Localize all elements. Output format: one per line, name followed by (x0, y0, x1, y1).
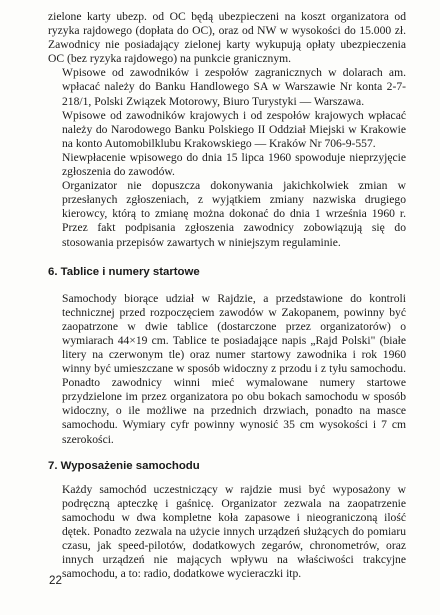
paragraph-domestic-fee: Wpisowe od zawodników krajowych i od zespołów krajowych wpłacać należy do Narodowego Banku Polskiego II Oddział Miejski w Krakowie na konto Automobilklubu Krakowskiego — Kraków Nr 706-9-557. (62, 108, 406, 150)
paragraph-start-plates: Samochody biorące udział w Rajdzie, a przedstawione do kontroli technicznej przed rozpoczęciem zawodów w Zakopanem, powinny być zaopatrzone w dwie tablice (dostarczone przez organizatorów) o wymiarach 44×19 cm. Tablice te posiadające napis „Rajd Polski" (białe litery na czerwonym tle) oraz numer startowy zawodnika i rok 1960 winny być umieszczane w sposób widoczny z przodu i z tyłu samochodu. Ponadto zawodnicy winni mieć wymalowane numery startowe przydzielone im przez organizatora po obu bokach samochodu w sposób widoczny, o ile możliwe na przednich drzwiach, ponadto na masce samochodu. Wymiary cyfr powinny wynosić 35 cm wysokości i 7 cm szerokości. (62, 291, 406, 446)
section-heading-start-plates: 6. Tablice i numery startowe (48, 265, 200, 278)
paragraph-entry-changes: Organizator nie dopuszcza dokonywania jakichkolwiek zmian w przesłanych zgłoszeniach, z wyjątkiem zmiany nazwiska drugiego kierowcy, którą to zmianę można dokonać do dnia 1 września 1960 r. Przez fakt podpisania zgłoszenia zawodnicy zobowiązują się do stosowania przepisów zawartych w niniejszym regulaminie. (62, 179, 406, 249)
paragraph-foreign-fee: Wpisowe od zawodników i zespołów zagranicznych w dolarach am. wpłacać należy do Banku Handlowego SA w Warszawie Nr konta 2-7-218/1, Polski Związek Motorowy, Biuro Turystyki — Warszawa. (62, 66, 406, 108)
section-heading-car-equipment: 7. Wyposażenie samochodu (48, 459, 200, 472)
paragraph-insurance: zielone karty ubezp. od OC będą ubezpieczeni na koszt organizatora od ryzyka rajdowego (dopłata do OC), oraz od NW w wysokości do 15.000 zł. Zawodnicy nie posiadający zielonej karty wykupują opłaty ubezpieczenia OC (bez ryzyka rajdowego) na punkcie granicznym. (48, 10, 406, 66)
page-number: 22 (49, 574, 62, 587)
paragraph-car-equipment: Każdy samochód uczestniczący w rajdzie musi być wyposażony w podręczną apteczkę i gaśnicę. Organizator zezwala na zaopatrzenie samochodu w dwa kompletne koła zapasowe i nieograniczoną ilość dętek. Ponadto zezwala na użycie innych urządzeń służących do pomiaru czasu, jak speed-pilotów, dodatkowych zegarów, chronometrów, oraz innych urządzeń nie mających wpływu na właściwości trakcyjne samochodu, a to: radio, dodatkowe wycieraczki itp. (62, 482, 406, 581)
paragraph-fee-deadline: Niewpłacenie wpisowego do dnia 15 lipca 1960 spowoduje nieprzyjęcie zgłoszenia do zawodów. (62, 150, 406, 179)
body-text (48, 10, 406, 581)
